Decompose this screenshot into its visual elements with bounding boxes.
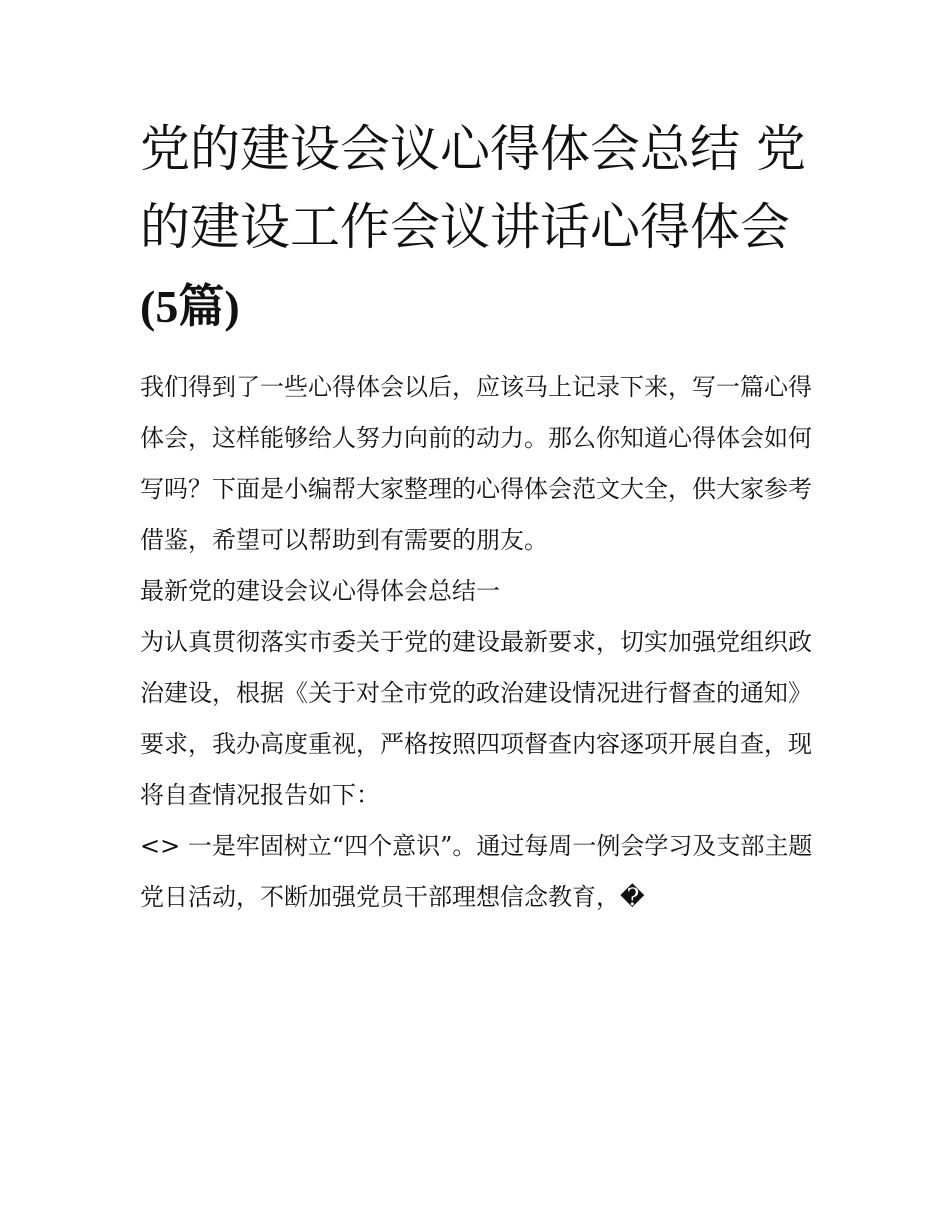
title-suffix: (5篇) xyxy=(140,281,240,332)
document-title xyxy=(140,110,815,346)
body-paragraph-1: 为认真贯彻落实市委关于党的建设最新要求，切实加强党组织政治建设，根据《关于对全市党的政治建设情况进行督查的通知》要求，我办高度重视，严格按照四项督查内容逐项开展自查，现将自查情况报告如下： xyxy=(140,628,812,809)
body-paragraph-2: <> 一是牢固树立“四个意识”。通过每周一例会学习及支部主题党日活动，不断加强党员干部理想信念教育，� xyxy=(140,832,813,911)
title-main: 党的建设会议心得体会总结 党的建设工作会议讲话心得体会 xyxy=(140,120,806,256)
intro-paragraph: 我们得到了一些心得体会以后，应该马上记录下来，写一篇心得体会，这样能够给人努力向前的动力。那么你知道心得体会如何写吗？下面是小编帮大家整理的心得体会范文大全，供大家参考借鉴，希望可以帮助到有需要的朋友。 xyxy=(140,373,812,554)
section-heading: 最新党的建设会议心得体会总结一 xyxy=(140,577,500,605)
document-page xyxy=(140,110,815,923)
